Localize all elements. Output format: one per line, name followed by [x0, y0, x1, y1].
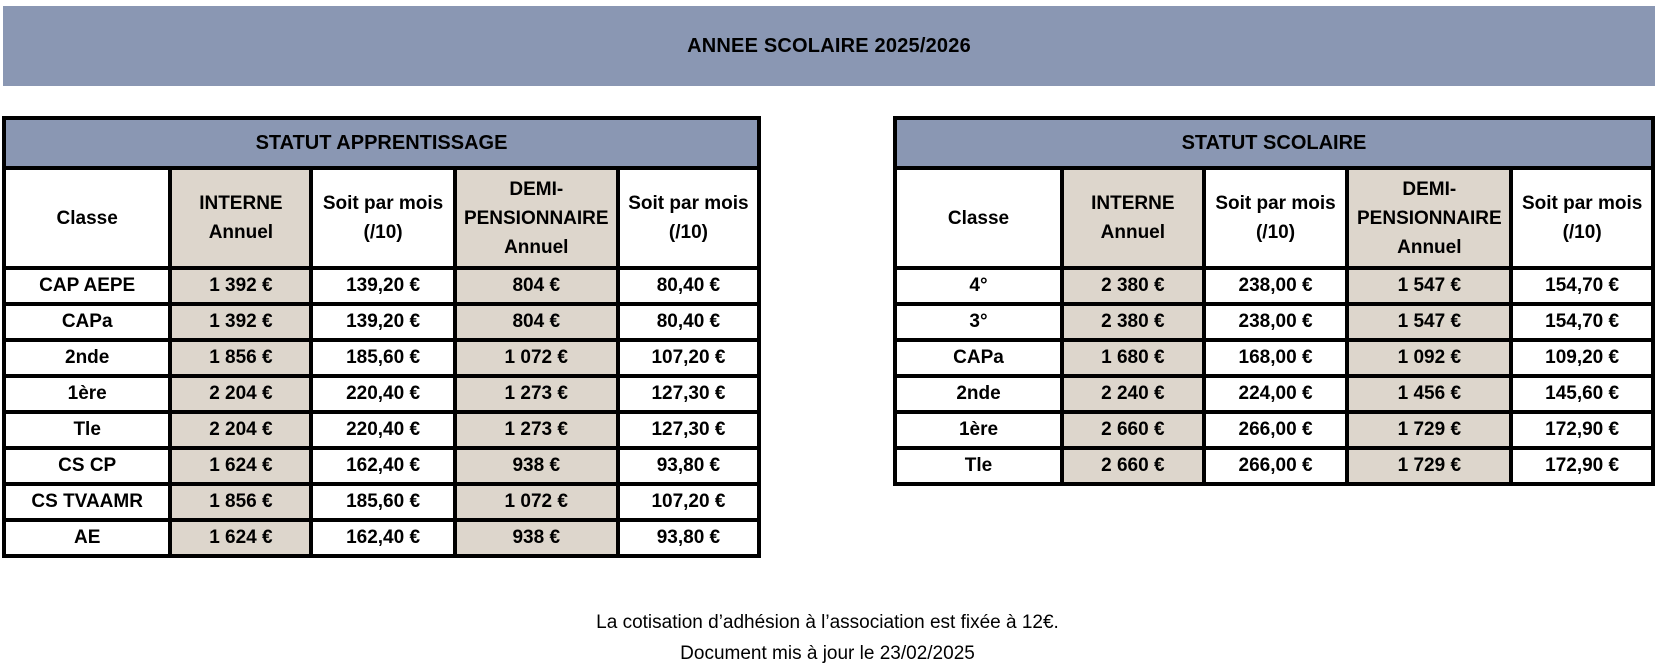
cell-demi-pensionnaire-annuel: 804 € [455, 268, 618, 304]
update-date-note: Document mis à jour le 23/02/2025 [680, 643, 975, 664]
cell-interne-annuel: 2 380 € [1062, 268, 1204, 304]
cell-demi-pensionnaire-monthly: 109,20 € [1511, 340, 1653, 376]
cell-classe: 2nde [895, 376, 1062, 412]
cell-classe: 4° [895, 268, 1062, 304]
cell-classe: CAPa [4, 304, 170, 340]
cell-interne-monthly: 168,00 € [1204, 340, 1348, 376]
cell-demi-pensionnaire-monthly: 93,80 € [618, 448, 759, 484]
cell-demi-pensionnaire-annuel: 938 € [455, 520, 618, 556]
page-title: ANNEE SCOLAIRE 2025/2026 [687, 34, 971, 57]
cell-interne-monthly: 224,00 € [1204, 376, 1348, 412]
column-header-demi-pensionnaire-annuel: DEMI- PENSIONNAIRE Annuel [455, 168, 618, 268]
table-row [4, 268, 759, 304]
cell-demi-pensionnaire-annuel: 1 729 € [1347, 412, 1511, 448]
cell-demi-pensionnaire-monthly: 154,70 € [1511, 304, 1653, 340]
cell-classe: Tle [4, 412, 170, 448]
cell-interne-monthly: 162,40 € [311, 448, 454, 484]
column-header-interne-monthly: Soit par mois (/10) [311, 168, 454, 268]
column-header-demi-pensionnaire-monthly: Soit par mois (/10) [618, 168, 759, 268]
column-header-demi-pensionnaire-annuel: DEMI- PENSIONNAIRE Annuel [1347, 168, 1511, 268]
table-row [895, 376, 1653, 412]
cell-demi-pensionnaire-annuel: 1 092 € [1347, 340, 1511, 376]
cell-interne-annuel: 1 624 € [170, 520, 311, 556]
cell-interne-monthly: 266,00 € [1204, 448, 1348, 484]
column-header-interne-annuel: INTERNE Annuel [1062, 168, 1204, 268]
cell-demi-pensionnaire-annuel: 1 547 € [1347, 304, 1511, 340]
table-row [895, 412, 1653, 448]
cell-classe: 1ère [895, 412, 1062, 448]
table-row [4, 520, 759, 556]
table-row [895, 448, 1653, 484]
cell-classe: CAPa [895, 340, 1062, 376]
cell-interne-annuel: 1 392 € [170, 268, 311, 304]
table-row [4, 412, 759, 448]
cell-interne-annuel: 2 240 € [1062, 376, 1204, 412]
cell-classe: CS CP [4, 448, 170, 484]
membership-fee-note: La cotisation d’adhésion à l’association est fixée à 12€. [596, 612, 1059, 633]
column-header-demi-pensionnaire-monthly: Soit par mois (/10) [1511, 168, 1653, 268]
cell-demi-pensionnaire-annuel: 1 273 € [455, 412, 618, 448]
cell-demi-pensionnaire-monthly: 107,20 € [618, 484, 759, 520]
table-body [4, 268, 759, 556]
cell-classe: CAP AEPE [4, 268, 170, 304]
cell-interne-annuel: 1 856 € [170, 340, 311, 376]
column-header-classe: Classe [895, 168, 1062, 268]
table-body [895, 268, 1653, 484]
cell-interne-annuel: 1 624 € [170, 448, 311, 484]
cell-interne-monthly: 238,00 € [1204, 268, 1348, 304]
cell-demi-pensionnaire-monthly: 127,30 € [618, 376, 759, 412]
cell-interne-monthly: 139,20 € [311, 268, 454, 304]
year-banner [3, 6, 1655, 86]
table-row [895, 340, 1653, 376]
cell-interne-monthly: 266,00 € [1204, 412, 1348, 448]
cell-interne-monthly: 185,60 € [311, 340, 454, 376]
cell-interne-annuel: 2 660 € [1062, 448, 1204, 484]
cell-demi-pensionnaire-monthly: 80,40 € [618, 304, 759, 340]
table-row [4, 448, 759, 484]
cell-classe: 1ère [4, 376, 170, 412]
cell-demi-pensionnaire-annuel: 804 € [455, 304, 618, 340]
table-title: STATUT APPRENTISSAGE [4, 118, 759, 168]
cell-demi-pensionnaire-annuel: 1 072 € [455, 340, 618, 376]
cell-classe: AE [4, 520, 170, 556]
cell-demi-pensionnaire-monthly: 93,80 € [618, 520, 759, 556]
cell-interne-annuel: 1 680 € [1062, 340, 1204, 376]
cell-demi-pensionnaire-annuel: 1 273 € [455, 376, 618, 412]
cell-interne-annuel: 1 392 € [170, 304, 311, 340]
cell-classe: 3° [895, 304, 1062, 340]
cell-interne-monthly: 238,00 € [1204, 304, 1348, 340]
cell-interne-monthly: 220,40 € [311, 412, 454, 448]
cell-demi-pensionnaire-annuel: 1 729 € [1347, 448, 1511, 484]
cell-demi-pensionnaire-monthly: 172,90 € [1511, 448, 1653, 484]
apprentissage-fee-table [2, 116, 761, 558]
cell-classe: 2nde [4, 340, 170, 376]
cell-demi-pensionnaire-annuel: 938 € [455, 448, 618, 484]
cell-demi-pensionnaire-monthly: 145,60 € [1511, 376, 1653, 412]
cell-interne-annuel: 2 204 € [170, 376, 311, 412]
cell-demi-pensionnaire-monthly: 107,20 € [618, 340, 759, 376]
cell-interne-monthly: 185,60 € [311, 484, 454, 520]
cell-interne-monthly: 162,40 € [311, 520, 454, 556]
cell-interne-annuel: 1 856 € [170, 484, 311, 520]
column-header-interne-monthly: Soit par mois (/10) [1204, 168, 1348, 268]
cell-demi-pensionnaire-annuel: 1 072 € [455, 484, 618, 520]
cell-demi-pensionnaire-annuel: 1 456 € [1347, 376, 1511, 412]
cell-interne-monthly: 139,20 € [311, 304, 454, 340]
cell-demi-pensionnaire-monthly: 80,40 € [618, 268, 759, 304]
cell-classe: CS TVAAMR [4, 484, 170, 520]
cell-demi-pensionnaire-monthly: 127,30 € [618, 412, 759, 448]
column-header-classe: Classe [4, 168, 170, 268]
table-title: STATUT SCOLAIRE [895, 118, 1653, 168]
cell-demi-pensionnaire-monthly: 154,70 € [1511, 268, 1653, 304]
cell-classe: Tle [895, 448, 1062, 484]
cell-interne-monthly: 220,40 € [311, 376, 454, 412]
table-row [4, 340, 759, 376]
cell-interne-annuel: 2 380 € [1062, 304, 1204, 340]
table-row [4, 304, 759, 340]
table-row [4, 484, 759, 520]
cell-interne-annuel: 2 660 € [1062, 412, 1204, 448]
table-row [4, 376, 759, 412]
column-header-interne-annuel: INTERNE Annuel [170, 168, 311, 268]
scolaire-fee-table [893, 116, 1655, 486]
cell-demi-pensionnaire-annuel: 1 547 € [1347, 268, 1511, 304]
cell-demi-pensionnaire-monthly: 172,90 € [1511, 412, 1653, 448]
table-row [895, 268, 1653, 304]
table-row [895, 304, 1653, 340]
cell-interne-annuel: 2 204 € [170, 412, 311, 448]
